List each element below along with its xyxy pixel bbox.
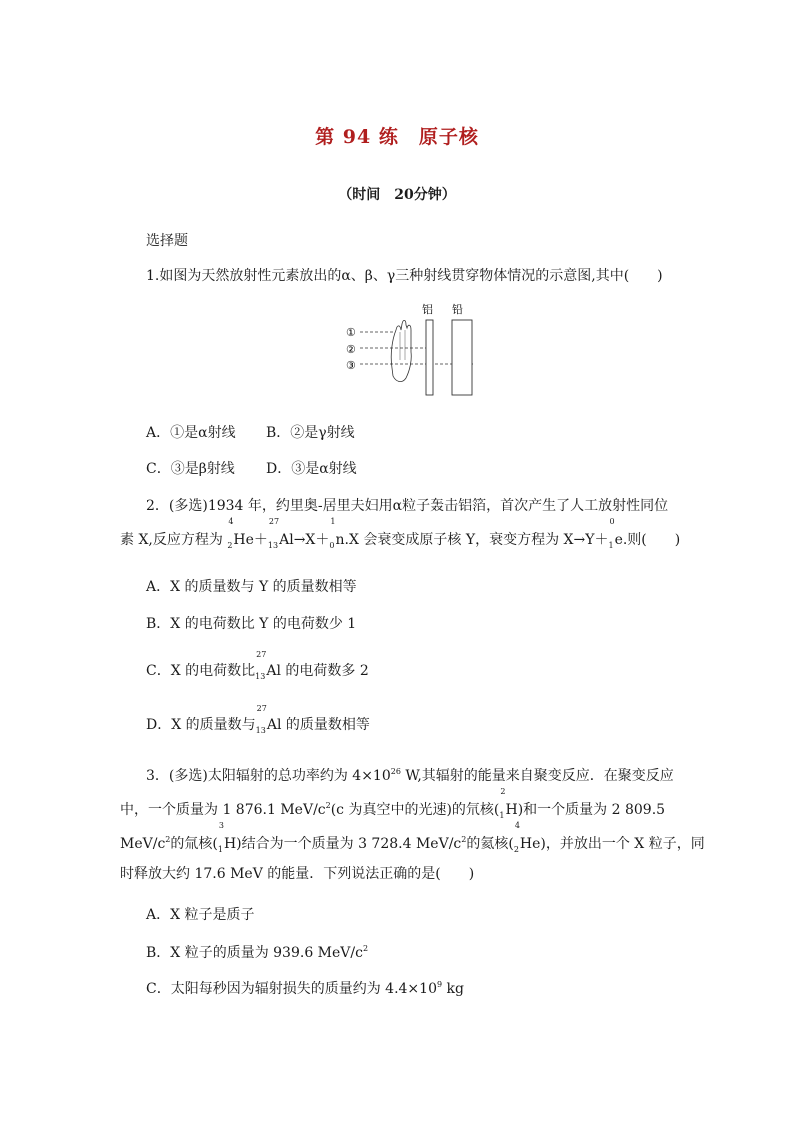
ray-3-label: ③ [346, 359, 356, 372]
q2-option-c: C．X 的电荷数比 27 $_{13}$Al 的电荷数多 2 [146, 650, 369, 681]
hand-icon [391, 320, 411, 381]
q1-option-a: A．①是α射线 [146, 425, 236, 441]
q3-stem-line-3: MeV/$c^2$的氚核( 3 $_1$H)结合为一个质量为 3 728.4 MeV/$c^2$的氦核( 4 $_2$He)，并放出一个 X 粒子，同 [120, 821, 705, 854]
q3-option-c: C．太阳每秒因为辐射损失的质量约为 $4.4\times 10^9$ kg [146, 980, 464, 997]
page-title: 第 94 练 原子核 [315, 126, 479, 148]
q2-stem-line-1: 2．(多选)1934 年，约里奥-居里夫妇用α粒子轰击铝箔，首次产生了人工放射性同位 [146, 498, 669, 514]
q2-option-d: D．X 的质量数与 27 $_{13}$Al 的质量数相等 [146, 704, 370, 735]
lead-label: 铅 [452, 303, 463, 316]
aluminum-27-nuclide: 27 $_{13}$ [255, 704, 267, 735]
helium-4-nuclide: 4 $_2$ [227, 517, 234, 550]
aluminum-27-nuclide: 27 $_{13}$ [255, 650, 267, 681]
deuterium-nuclide: 2 $_1$ [499, 787, 506, 820]
ray-2-label: ② [346, 343, 356, 356]
q1-option-b: B．②是γ射线 [266, 425, 355, 441]
q2-stem-line-2: 素 X,反应方程为 4 $_2$He＋ 27 $_{13}$Al→X＋ 1 $_0$n.X 会衰变成原子核 Y，衰变方程为 X→Y＋ 0 $_1$e.则( ) [120, 517, 681, 550]
radiation-penetration-figure [340, 300, 480, 400]
time-limit: （时间 20分钟） [338, 187, 456, 203]
aluminum-label: 铝 [422, 303, 433, 316]
lead-block [452, 320, 472, 395]
q3-option-a: A．X 粒子是质子 [146, 907, 255, 923]
q1-stem: 1.如图为天然放射性元素放出的α、β、γ三种射线贯穿物体情况的示意图,其中( ) [146, 268, 663, 284]
aluminum-sheet [426, 320, 433, 395]
neutron-nuclide: 1 $_0$ [329, 517, 336, 550]
section-heading: 选择题 [146, 233, 188, 249]
positron-nuclide: 0 $_1$ [608, 517, 615, 550]
tritium-nuclide: 3 $_1$ [217, 821, 224, 854]
aluminum-27-nuclide: 27 $_{13}$ [267, 517, 280, 550]
ray-1-label: ① [346, 326, 356, 339]
q3-stem-line-2: 中，一个质量为 1 876.1 MeV/$c^2(c$ 为真空中的光速)的氘核( 2 $_1$H)和一个质量为 2 809.5 [120, 787, 666, 820]
q3-stem-line-4: 时释放大约 17.6 MeV 的能量．下列说法正确的是( ) [120, 866, 475, 882]
q3-option-b: B．X 粒子的质量为 939.6 MeV/$c^2$ [146, 944, 369, 961]
q2-option-b: B．X 的电荷数比 Y 的电荷数少 1 [146, 616, 357, 632]
helium-4-nuclide: 4 $_2$ [513, 821, 520, 854]
q1-option-c: C．③是β射线 [146, 461, 235, 477]
q3-stem-line-1: 3．(多选)太阳辐射的总功率约为 $4\times 10^{26}$ W,其辐射的能量来自聚变反应．在聚变反应 [146, 767, 674, 784]
q2-option-a: A．X 的质量数与 Y 的质量数相等 [146, 579, 357, 595]
q1-option-d: D．③是α射线 [266, 461, 357, 477]
